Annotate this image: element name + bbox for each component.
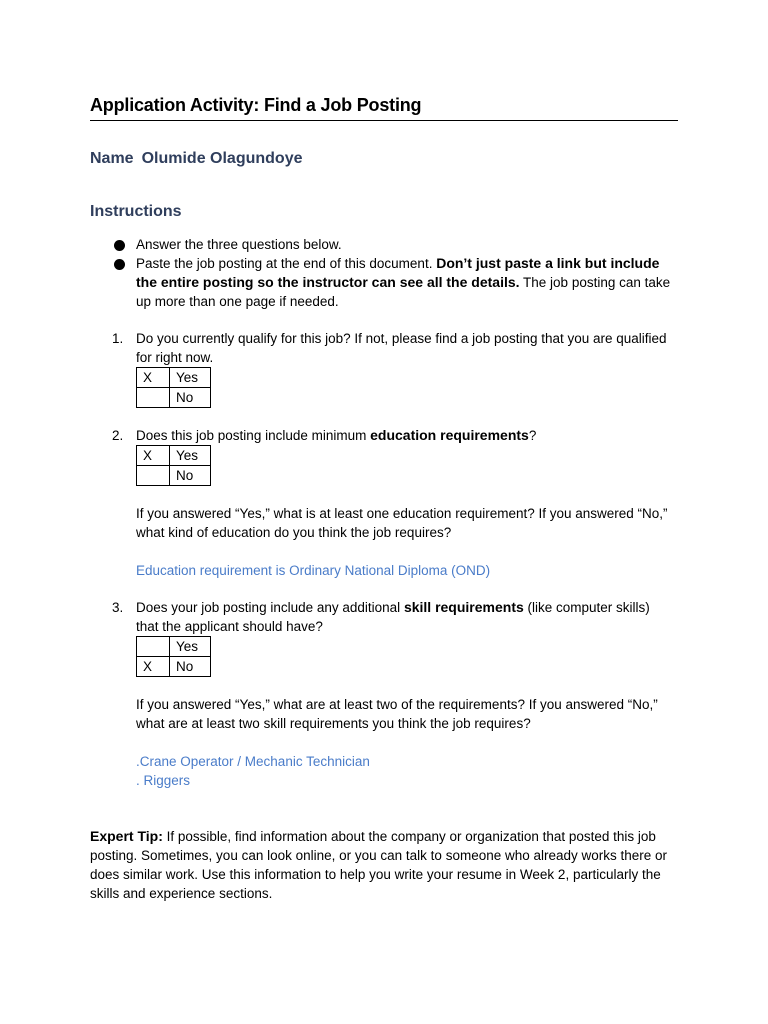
no-checkbox[interactable] — [137, 388, 170, 408]
name-label: Name — [90, 150, 134, 167]
yes-checkbox[interactable] — [137, 637, 170, 657]
question-number: 3. — [112, 600, 124, 615]
instructions-heading: Instructions — [90, 203, 182, 220]
yes-checkbox[interactable]: X — [137, 368, 170, 388]
question-2-followup: If you answered “Yes,” what is at least one education requirement? If you answered “No,” what kind of education do you think the job requires? — [136, 506, 668, 540]
yes-label: Yes — [170, 637, 211, 657]
answer-table — [136, 636, 211, 677]
answer-table — [136, 367, 211, 408]
bullet-text: Answer the three questions below. — [136, 237, 342, 252]
bullet-text-tail: The job posting can take up more than one page if needed. — [136, 275, 671, 309]
answer-table — [136, 445, 211, 486]
question-3 — [112, 598, 672, 677]
question-bold-text: education requirements — [370, 427, 529, 443]
name-row — [90, 150, 302, 168]
question-2 — [112, 426, 672, 486]
question-text-end: (like computer skills) that the applicant should have? — [136, 600, 650, 634]
yes-checkbox[interactable]: X — [137, 446, 170, 466]
document-title: Application Activity: Find a Job Posting — [90, 94, 678, 121]
no-label: No — [170, 388, 211, 408]
question-number: 1. — [112, 331, 124, 346]
bullet-icon — [114, 240, 125, 251]
table-row — [137, 368, 211, 388]
question-3-answer-1[interactable]: .Crane Operator / Mechanic Technician — [136, 754, 370, 769]
question-text — [136, 598, 672, 636]
expert-tip-label: Expert Tip: — [90, 828, 163, 844]
question-text — [136, 426, 672, 445]
no-checkbox[interactable] — [137, 466, 170, 486]
name-value: Olumide Olagundoye — [141, 150, 303, 167]
no-checkbox[interactable]: X — [137, 657, 170, 677]
expert-tip-text: If possible, find information about the company or organization that posted this job posting. Sometimes, you can look online, or you can talk to someone who already works there or does similar work. Use this information to help you write your resume in Week 2, particularly the skills and experience sections. — [90, 829, 668, 901]
question-1 — [112, 329, 672, 408]
yes-label: Yes — [170, 446, 211, 466]
question-3-answer-2[interactable]: . Riggers — [136, 773, 191, 788]
yes-label: Yes — [170, 368, 211, 388]
no-label: No — [170, 657, 211, 677]
list-item — [112, 254, 672, 311]
bullet-text: Paste the job posting at the end of this document. — [136, 256, 437, 271]
question-bold-text: skill requirements — [403, 599, 524, 615]
instructions-list — [112, 235, 672, 311]
question-2-answer[interactable]: Education requirement is Ordinary National Diploma (OND) — [136, 563, 491, 578]
no-label: No — [170, 466, 211, 486]
table-row — [137, 637, 211, 657]
table-row — [137, 446, 211, 466]
question-text: Do you currently qualify for this job? If not, please find a job posting that you are qualified for right now. — [136, 331, 667, 365]
table-row — [137, 388, 211, 408]
table-row — [137, 657, 211, 677]
question-number: 2. — [112, 428, 124, 443]
bullet-bold-text: Don’t just paste a link but include the entire posting so the instructor can see all the details. — [136, 255, 660, 290]
list-item — [112, 235, 672, 254]
question-text-start: Does this job posting include minimum — [136, 428, 371, 443]
table-row — [137, 466, 211, 486]
question-text-start: Does your job posting include any additional — [136, 600, 404, 615]
question-3-followup: If you answered “Yes,” what are at least two of the requirements? If you answered “No,” what are at least two skill requirements you think the job requires? — [136, 697, 658, 731]
expert-tip — [90, 827, 680, 903]
question-text-end: ? — [528, 428, 537, 443]
bullet-icon — [114, 259, 125, 270]
